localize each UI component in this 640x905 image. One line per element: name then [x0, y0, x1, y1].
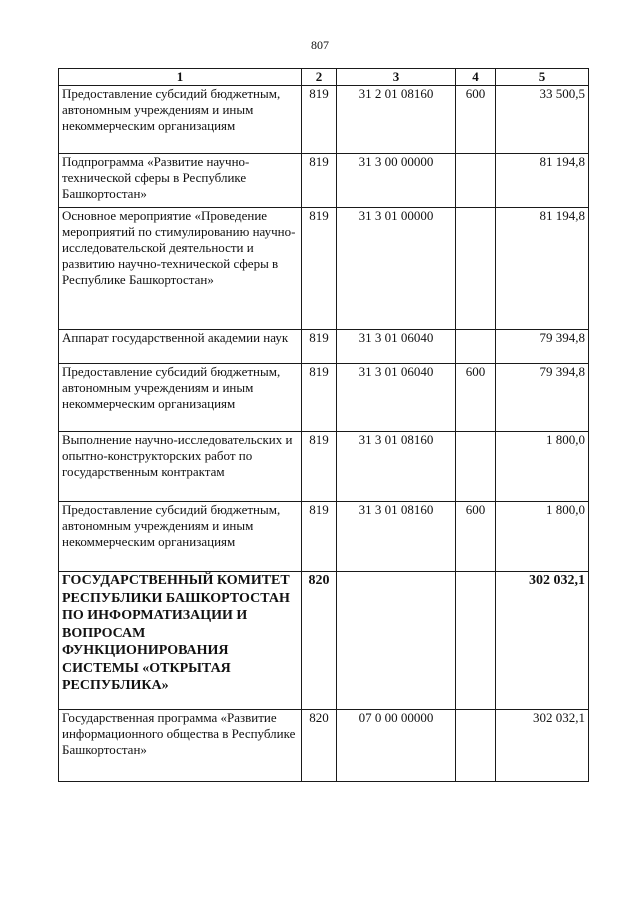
table-row: [59, 86, 589, 154]
header-col-4: 4: [456, 69, 496, 86]
row-sum-cell: 81 194,8: [496, 154, 589, 208]
row-ved-cell: 820: [302, 572, 337, 710]
row-vr-cell: [456, 432, 496, 502]
row-name-cell: Предоставление субсидий бюджетным, автономным учреждениям и иным некоммерческим организациям: [59, 502, 302, 572]
row-sum-cell: 33 500,5: [496, 86, 589, 154]
row-vr-cell: [456, 208, 496, 330]
table-row: [59, 432, 589, 502]
row-sum-cell: 302 032,1: [496, 572, 589, 710]
row-name-cell: Предоставление субсидий бюджетным, автономным учреждениям и иным некоммерческим организациям: [59, 86, 302, 154]
table-row: [59, 572, 589, 710]
row-csr-cell: 07 0 00 00000: [337, 710, 456, 782]
row-ved-cell: 819: [302, 502, 337, 572]
row-vr-cell: [456, 572, 496, 710]
table-row: [59, 208, 589, 330]
table-header-row: [59, 69, 589, 86]
row-sum-cell: 1 800,0: [496, 502, 589, 572]
row-name-cell: Подпрограмма «Развитие научно-технической сферы в Республике Башкортостан»: [59, 154, 302, 208]
table-row: [59, 364, 589, 432]
row-name-cell: Выполнение научно-исследовательских и опытно-конструкторских работ по государственным контрактам: [59, 432, 302, 502]
row-ved-cell: 820: [302, 710, 337, 782]
row-ved-cell: 819: [302, 364, 337, 432]
row-csr-cell: 31 3 01 06040: [337, 364, 456, 432]
header-col-3: 3: [337, 69, 456, 86]
row-ved-cell: 819: [302, 154, 337, 208]
header-col-2: 2: [302, 69, 337, 86]
header-col-1: 1: [59, 69, 302, 86]
row-sum-cell: 79 394,8: [496, 330, 589, 364]
row-csr-cell: 31 3 01 08160: [337, 502, 456, 572]
table-row: [59, 154, 589, 208]
row-ved-cell: 819: [302, 86, 337, 154]
row-sum-cell: 1 800,0: [496, 432, 589, 502]
row-vr-cell: [456, 710, 496, 782]
row-sum-cell: 79 394,8: [496, 364, 589, 432]
row-ved-cell: 819: [302, 330, 337, 364]
row-vr-cell: [456, 330, 496, 364]
row-csr-cell: 31 3 00 00000: [337, 154, 456, 208]
row-name-cell: Государственная программа «Развитие информационного общества в Республике Башкортостан»: [59, 710, 302, 782]
table-row: [59, 330, 589, 364]
page-number: 807: [311, 38, 329, 52]
row-csr-cell: [337, 572, 456, 710]
row-csr-cell: 31 2 01 08160: [337, 86, 456, 154]
budget-table: [58, 68, 589, 782]
row-csr-cell: 31 3 01 08160: [337, 432, 456, 502]
row-sum-cell: 302 032,1: [496, 710, 589, 782]
row-csr-cell: 31 3 01 00000: [337, 208, 456, 330]
table-row: [59, 502, 589, 572]
row-sum-cell: 81 194,8: [496, 208, 589, 330]
row-name-cell: Предоставление субсидий бюджетным, автономным учреждениям и иным некоммерческим организациям: [59, 364, 302, 432]
table-row: [59, 710, 589, 782]
row-vr-cell: 600: [456, 364, 496, 432]
header-col-5: 5: [496, 69, 589, 86]
row-csr-cell: 31 3 01 06040: [337, 330, 456, 364]
row-vr-cell: [456, 154, 496, 208]
row-vr-cell: 600: [456, 86, 496, 154]
row-name-cell: ГОСУДАРСТВЕННЫЙ КОМИТЕТ РЕСПУБЛИКИ БАШКОРТОСТАН ПО ИНФОРМАТИЗАЦИИ И ВОПРОСАМ ФУНКЦИОНИРОВАНИЯ СИСТЕМЫ «ОТКРЫТАЯ РЕСПУБЛИКА»: [59, 572, 302, 710]
row-ved-cell: 819: [302, 208, 337, 330]
row-ved-cell: 819: [302, 432, 337, 502]
row-name-cell: Основное мероприятие «Проведение мероприятий по стимулированию научно-исследовательской деятельности и развитию научно-технической сферы в Республике Башкортостан»: [59, 208, 302, 330]
row-vr-cell: 600: [456, 502, 496, 572]
row-name-cell: Аппарат государственной академии наук: [59, 330, 302, 364]
